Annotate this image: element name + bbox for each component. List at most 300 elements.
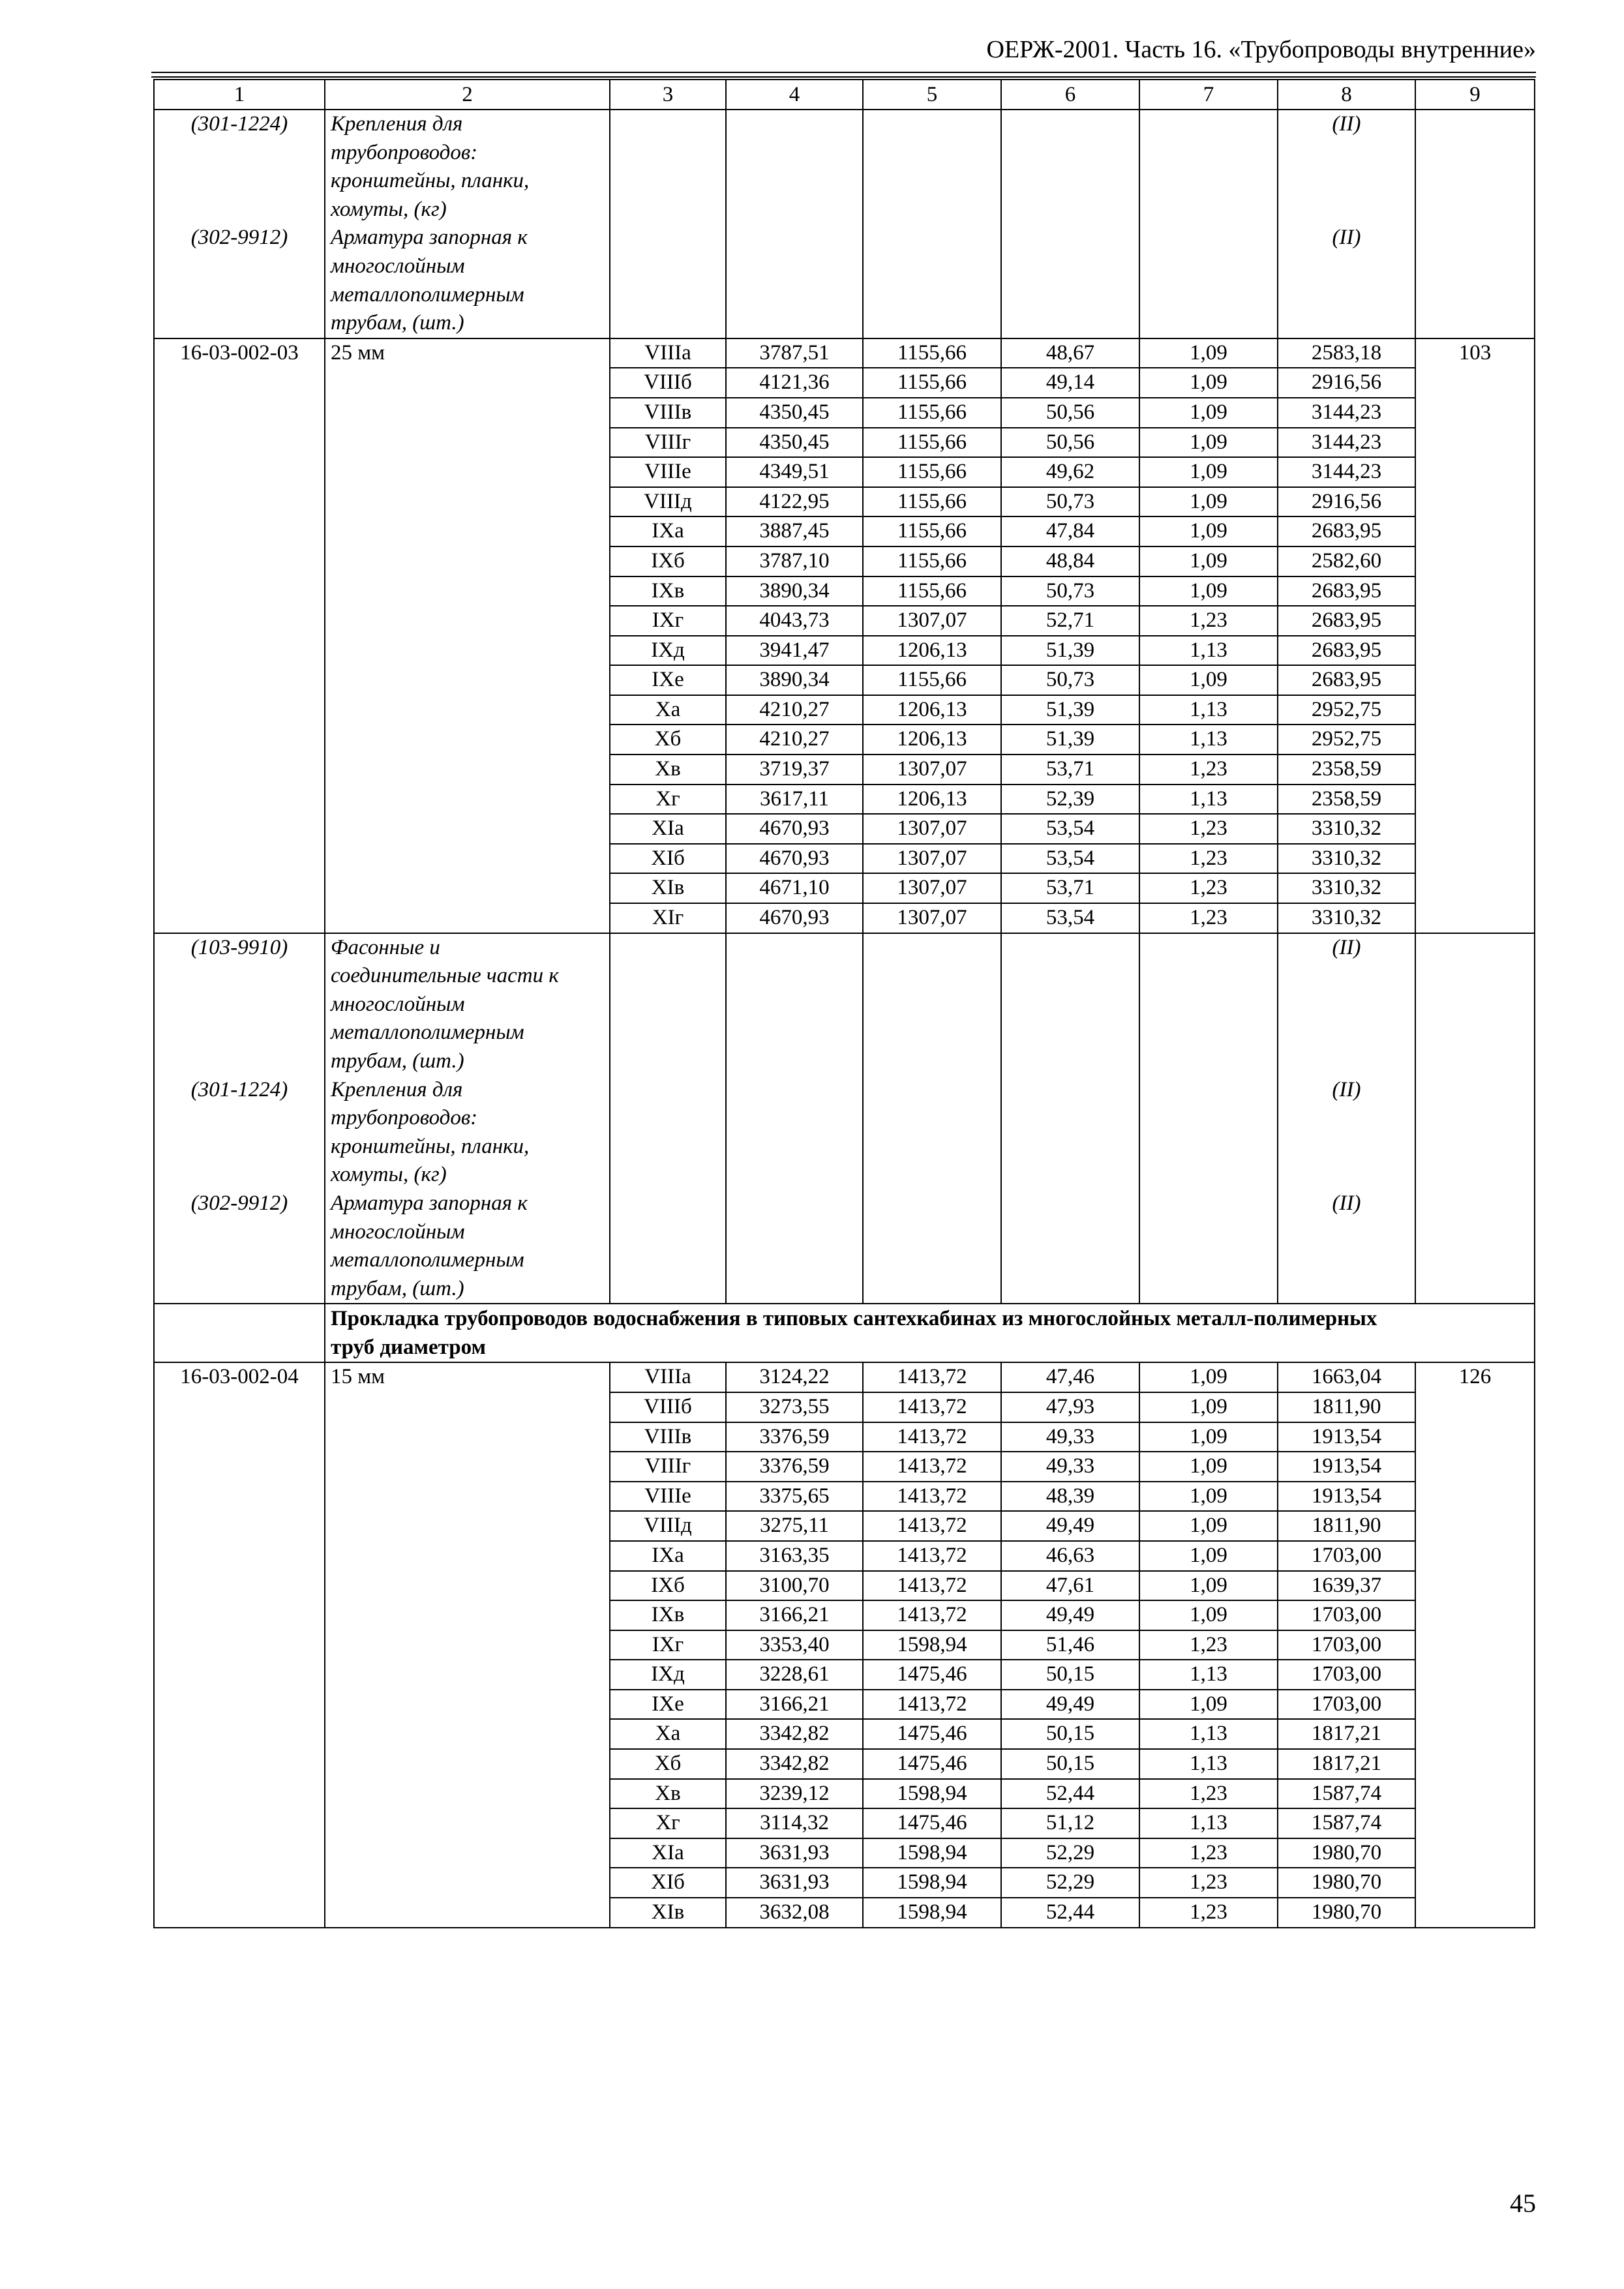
resource-mark: (II) — [1278, 224, 1415, 338]
empty-cell — [726, 110, 863, 224]
value-cell: 1,09 — [1139, 1571, 1278, 1601]
value-cell: 4670,93 — [726, 814, 863, 844]
value-cell: 3273,55 — [726, 1392, 863, 1422]
value-cell: 1155,66 — [863, 487, 1001, 517]
zone-cell: VIIIб — [610, 1392, 726, 1422]
value-cell: 1155,66 — [863, 457, 1001, 487]
zone-cell: IXб — [610, 546, 726, 576]
empty-cell — [1415, 1189, 1535, 1304]
resource-name-line: многослойным — [331, 1219, 465, 1244]
empty-cell — [1139, 224, 1278, 338]
resource-name-line: кронштейны, планки, — [331, 1134, 530, 1158]
value-cell: 1155,66 — [863, 398, 1001, 428]
value-cell: 4210,27 — [726, 695, 863, 725]
rate-col9: 103 — [1415, 338, 1535, 933]
value-cell: 1413,72 — [863, 1541, 1001, 1571]
column-number: 5 — [863, 80, 1001, 110]
value-cell: 1,23 — [1139, 755, 1278, 785]
resource-name-line: металлополимерным — [331, 1021, 524, 1045]
zone-cell: Xб — [610, 725, 726, 755]
value-cell: 1155,66 — [863, 516, 1001, 546]
value-cell: 3114,32 — [726, 1808, 863, 1838]
value-cell: 2683,95 — [1278, 576, 1415, 606]
empty-cell — [1139, 1189, 1278, 1304]
value-cell: 1155,66 — [863, 665, 1001, 695]
value-cell: 1,13 — [1139, 636, 1278, 666]
value-cell: 1,09 — [1139, 1452, 1278, 1482]
value-cell: 1475,46 — [863, 1660, 1001, 1690]
value-cell: 1980,70 — [1278, 1838, 1415, 1868]
resource-row — [154, 1189, 1535, 1304]
zone-cell: VIIIв — [610, 398, 726, 428]
section-heading-row — [154, 1304, 1535, 1362]
resource-code: (103-9910) — [154, 933, 325, 1076]
resource-code: (301-1224) — [154, 110, 325, 224]
resource-name-line: трубопроводов: — [331, 140, 478, 164]
column-number: 4 — [726, 80, 863, 110]
resource-name-line: Арматура запорная к — [331, 226, 528, 250]
value-cell: 1413,72 — [863, 1511, 1001, 1541]
value-cell: 3376,59 — [726, 1422, 863, 1452]
empty-cell — [863, 1076, 1001, 1189]
column-number: 8 — [1278, 80, 1415, 110]
section-heading — [325, 1304, 1535, 1362]
zone-cell: Xг — [610, 1808, 726, 1838]
value-cell: 1,23 — [1139, 873, 1278, 903]
value-cell: 1,13 — [1139, 725, 1278, 755]
zone-cell: XIб — [610, 1868, 726, 1898]
column-number: 3 — [610, 80, 726, 110]
value-cell: 51,39 — [1001, 725, 1139, 755]
value-cell: 1,13 — [1139, 1808, 1278, 1838]
empty-cell — [726, 933, 863, 1076]
value-cell: 1,09 — [1139, 398, 1278, 428]
value-cell: 3310,32 — [1278, 903, 1415, 933]
value-cell: 2683,95 — [1278, 665, 1415, 695]
empty-cell — [610, 110, 726, 224]
value-cell: 1,23 — [1139, 1779, 1278, 1809]
value-cell: 1206,13 — [863, 695, 1001, 725]
zone-cell: IXв — [610, 1600, 726, 1630]
value-cell: 2683,95 — [1278, 636, 1415, 666]
value-cell: 1307,07 — [863, 755, 1001, 785]
value-cell: 1,23 — [1139, 1630, 1278, 1660]
resource-code: (301-1224) — [154, 1076, 325, 1189]
value-cell: 2952,75 — [1278, 695, 1415, 725]
resource-row — [154, 1076, 1535, 1189]
value-cell: 3163,35 — [726, 1541, 863, 1571]
resource-name-line: соединительные части к — [331, 964, 559, 988]
value-cell: 1,09 — [1139, 1362, 1278, 1392]
value-cell: 48,39 — [1001, 1482, 1139, 1512]
value-cell: 47,61 — [1001, 1571, 1139, 1601]
value-cell: 3941,47 — [726, 636, 863, 666]
value-cell: 1,13 — [1139, 1719, 1278, 1749]
resource-code: (302-9912) — [154, 224, 325, 338]
value-cell: 1,09 — [1139, 338, 1278, 368]
zone-cell: XIв — [610, 873, 726, 903]
value-cell: 2683,95 — [1278, 606, 1415, 636]
value-cell: 1307,07 — [863, 873, 1001, 903]
column-number: 2 — [325, 80, 610, 110]
value-cell: 4350,45 — [726, 428, 863, 458]
section-heading-line: труб диаметром — [331, 1336, 486, 1360]
value-cell: 53,71 — [1001, 755, 1139, 785]
value-cell: 1598,94 — [863, 1779, 1001, 1809]
value-cell: 3310,32 — [1278, 844, 1415, 874]
value-cell: 1413,72 — [863, 1452, 1001, 1482]
resource-name-line: Фасонные и — [331, 935, 440, 959]
empty-cell — [726, 1189, 863, 1304]
zone-cell: IXд — [610, 1660, 726, 1690]
zone-cell: IXб — [610, 1571, 726, 1601]
value-cell: 1598,94 — [863, 1838, 1001, 1868]
value-cell: 4671,10 — [726, 873, 863, 903]
zone-cell: Xа — [610, 1719, 726, 1749]
value-cell: 53,71 — [1001, 873, 1139, 903]
zone-cell: IXа — [610, 1541, 726, 1571]
zone-cell: IXа — [610, 516, 726, 546]
column-number: 1 — [154, 80, 325, 110]
table-row — [154, 1362, 1535, 1392]
value-cell: 3124,22 — [726, 1362, 863, 1392]
value-cell: 1,09 — [1139, 516, 1278, 546]
zone-cell: Xг — [610, 785, 726, 815]
value-cell: 3310,32 — [1278, 873, 1415, 903]
value-cell: 1587,74 — [1278, 1779, 1415, 1809]
resource-name-line: трубам, (шт.) — [331, 1049, 464, 1073]
value-cell: 48,84 — [1001, 546, 1139, 576]
value-cell: 3719,37 — [726, 755, 863, 785]
value-cell: 3166,21 — [726, 1600, 863, 1630]
empty-cell — [1001, 1076, 1139, 1189]
resource-mark: (II) — [1278, 933, 1415, 1076]
value-cell: 50,73 — [1001, 487, 1139, 517]
zone-cell: VIIIг — [610, 1452, 726, 1482]
value-cell: 52,44 — [1001, 1898, 1139, 1928]
value-cell: 3631,93 — [726, 1838, 863, 1868]
value-cell: 3887,45 — [726, 516, 863, 546]
value-cell: 53,54 — [1001, 903, 1139, 933]
value-cell: 1307,07 — [863, 814, 1001, 844]
empty-cell — [610, 933, 726, 1076]
value-cell: 1817,21 — [1278, 1749, 1415, 1779]
resource-name-line: трубам, (шт.) — [331, 1276, 464, 1300]
resource-name-line: кронштейны, планки, — [331, 169, 530, 193]
empty-cell — [1001, 110, 1139, 224]
value-cell: 3144,23 — [1278, 428, 1415, 458]
value-cell: 1663,04 — [1278, 1362, 1415, 1392]
zone-cell: IXе — [610, 1690, 726, 1720]
value-cell: 1980,70 — [1278, 1868, 1415, 1898]
value-cell: 1598,94 — [863, 1868, 1001, 1898]
table-body — [154, 80, 1535, 1928]
value-cell: 52,29 — [1001, 1838, 1139, 1868]
table-row — [154, 338, 1535, 368]
value-cell: 51,46 — [1001, 1630, 1139, 1660]
value-cell: 3166,21 — [726, 1690, 863, 1720]
empty-cell — [1001, 933, 1139, 1076]
value-cell: 1,23 — [1139, 844, 1278, 874]
value-cell: 47,84 — [1001, 516, 1139, 546]
resource-name-line: трубопроводов: — [331, 1106, 478, 1130]
empty-cell — [863, 933, 1001, 1076]
value-cell: 47,46 — [1001, 1362, 1139, 1392]
value-cell: 1,09 — [1139, 457, 1278, 487]
value-cell: 3144,23 — [1278, 398, 1415, 428]
value-cell: 1598,94 — [863, 1898, 1001, 1928]
zone-cell: VIIIа — [610, 1362, 726, 1392]
zone-cell: VIIIг — [610, 428, 726, 458]
value-cell: 1703,00 — [1278, 1541, 1415, 1571]
value-cell: 48,67 — [1001, 338, 1139, 368]
value-cell: 1,09 — [1139, 1600, 1278, 1630]
value-cell: 52,71 — [1001, 606, 1139, 636]
value-cell: 4349,51 — [726, 457, 863, 487]
value-cell: 1475,46 — [863, 1749, 1001, 1779]
resource-name-line: Крепления для — [331, 112, 463, 136]
value-cell: 50,73 — [1001, 576, 1139, 606]
empty-cell — [1139, 110, 1278, 224]
value-cell: 3787,10 — [726, 546, 863, 576]
zone-cell: XIб — [610, 844, 726, 874]
zone-cell: Xв — [610, 1779, 726, 1809]
zone-cell: VIIIб — [610, 368, 726, 398]
value-cell: 1206,13 — [863, 636, 1001, 666]
value-cell: 49,33 — [1001, 1452, 1139, 1482]
empty-cell — [1415, 224, 1535, 338]
value-cell: 3310,32 — [1278, 814, 1415, 844]
resource-name — [325, 933, 610, 1076]
value-cell: 2916,56 — [1278, 487, 1415, 517]
value-cell: 1,09 — [1139, 1541, 1278, 1571]
value-cell: 1413,72 — [863, 1571, 1001, 1601]
header-rule — [151, 76, 1536, 78]
value-cell: 52,29 — [1001, 1868, 1139, 1898]
zone-cell: VIIIе — [610, 457, 726, 487]
value-cell: 1206,13 — [863, 725, 1001, 755]
value-cell: 1,23 — [1139, 1838, 1278, 1868]
value-cell: 2358,59 — [1278, 785, 1415, 815]
value-cell: 1155,66 — [863, 338, 1001, 368]
rate-name: 15 мм — [325, 1362, 610, 1927]
section-heading-line: Прокладка трубопроводов водоснабжения в типовых сантехкабинах из многослойных металл-полимерных — [331, 1307, 1377, 1331]
resource-mark: (II) — [1278, 1076, 1415, 1189]
empty-cell — [154, 1304, 325, 1362]
resource-name — [325, 224, 610, 338]
value-cell: 3239,12 — [726, 1779, 863, 1809]
empty-cell — [726, 224, 863, 338]
value-cell: 51,39 — [1001, 636, 1139, 666]
value-cell: 1,13 — [1139, 695, 1278, 725]
value-cell: 3375,65 — [726, 1482, 863, 1512]
empty-cell — [1139, 1076, 1278, 1189]
value-cell: 1,09 — [1139, 1422, 1278, 1452]
value-cell: 49,14 — [1001, 368, 1139, 398]
value-cell: 1,13 — [1139, 1660, 1278, 1690]
resource-code: (302-9912) — [154, 1189, 325, 1304]
value-cell: 1155,66 — [863, 368, 1001, 398]
resource-mark: (II) — [1278, 1189, 1415, 1304]
value-cell: 3787,51 — [726, 338, 863, 368]
value-cell: 50,56 — [1001, 428, 1139, 458]
value-cell: 50,15 — [1001, 1719, 1139, 1749]
value-cell: 1,23 — [1139, 814, 1278, 844]
value-cell: 3617,11 — [726, 785, 863, 815]
resource-row — [154, 224, 1535, 338]
value-cell: 1980,70 — [1278, 1898, 1415, 1928]
value-cell: 2583,18 — [1278, 338, 1415, 368]
value-cell: 1703,00 — [1278, 1660, 1415, 1690]
value-cell: 1307,07 — [863, 844, 1001, 874]
value-cell: 1,09 — [1139, 368, 1278, 398]
page-number: 45 — [1510, 2189, 1536, 2218]
zone-cell: IXв — [610, 576, 726, 606]
value-cell: 49,49 — [1001, 1511, 1139, 1541]
value-cell: 4670,93 — [726, 903, 863, 933]
value-cell: 4122,95 — [726, 487, 863, 517]
empty-cell — [863, 1189, 1001, 1304]
value-cell: 1,09 — [1139, 1690, 1278, 1720]
value-cell: 1475,46 — [863, 1719, 1001, 1749]
value-cell: 1,23 — [1139, 903, 1278, 933]
resource-name-line: металлополимерным — [331, 1248, 524, 1272]
value-cell: 1413,72 — [863, 1362, 1001, 1392]
value-cell: 2916,56 — [1278, 368, 1415, 398]
column-number: 6 — [1001, 80, 1139, 110]
value-cell: 50,15 — [1001, 1660, 1139, 1690]
zone-cell: VIIIд — [610, 1511, 726, 1541]
value-cell: 1,09 — [1139, 1392, 1278, 1422]
zone-cell: Xб — [610, 1749, 726, 1779]
empty-cell — [1001, 1189, 1139, 1304]
resource-row — [154, 933, 1535, 1076]
rate-code: 16-03-002-04 — [154, 1362, 325, 1927]
value-cell: 1,23 — [1139, 1868, 1278, 1898]
column-number-row — [154, 80, 1535, 110]
value-cell: 1,09 — [1139, 487, 1278, 517]
value-cell: 1,09 — [1139, 576, 1278, 606]
value-cell: 4043,73 — [726, 606, 863, 636]
resource-name-line: трубам, (шт.) — [331, 311, 464, 335]
header-rule — [151, 72, 1536, 73]
value-cell: 1,23 — [1139, 1898, 1278, 1928]
value-cell: 52,44 — [1001, 1779, 1139, 1809]
value-cell: 49,62 — [1001, 457, 1139, 487]
value-cell: 3275,11 — [726, 1511, 863, 1541]
value-cell: 4670,93 — [726, 844, 863, 874]
resource-mark: (II) — [1278, 110, 1415, 224]
value-cell: 47,93 — [1001, 1392, 1139, 1422]
value-cell: 3631,93 — [726, 1868, 863, 1898]
zone-cell: XIа — [610, 814, 726, 844]
resource-row — [154, 110, 1535, 224]
resource-name-line: металлополимерным — [331, 282, 524, 307]
value-cell: 1413,72 — [863, 1600, 1001, 1630]
value-cell: 49,33 — [1001, 1422, 1139, 1452]
rate-name: 25 мм — [325, 338, 610, 933]
value-cell: 1,09 — [1139, 428, 1278, 458]
zone-cell: XIа — [610, 1838, 726, 1868]
column-number: 7 — [1139, 80, 1278, 110]
value-cell: 51,12 — [1001, 1808, 1139, 1838]
value-cell: 3144,23 — [1278, 457, 1415, 487]
value-cell: 1413,72 — [863, 1482, 1001, 1512]
zone-cell: IXг — [610, 606, 726, 636]
resource-name-line: хомуты, (кг) — [331, 197, 447, 221]
resource-name — [325, 110, 610, 224]
value-cell: 53,54 — [1001, 814, 1139, 844]
value-cell: 1155,66 — [863, 576, 1001, 606]
value-cell: 1,09 — [1139, 1511, 1278, 1541]
value-cell: 53,54 — [1001, 844, 1139, 874]
zone-cell: IXг — [610, 1630, 726, 1660]
value-cell: 4210,27 — [726, 725, 863, 755]
rate-col9: 126 — [1415, 1362, 1535, 1927]
value-cell: 2582,60 — [1278, 546, 1415, 576]
value-cell: 1817,21 — [1278, 1719, 1415, 1749]
page-header: ОЕРЖ-2001. Часть 16. «Трубопроводы внутренние» — [986, 36, 1536, 63]
empty-cell — [1001, 224, 1139, 338]
value-cell: 52,39 — [1001, 785, 1139, 815]
value-cell: 1703,00 — [1278, 1630, 1415, 1660]
resource-name-line: многослойным — [331, 992, 465, 1016]
value-cell: 3228,61 — [726, 1660, 863, 1690]
value-cell: 1413,72 — [863, 1392, 1001, 1422]
value-cell: 1598,94 — [863, 1630, 1001, 1660]
zone-cell: VIIIе — [610, 1482, 726, 1512]
value-cell: 1,13 — [1139, 785, 1278, 815]
value-cell: 50,73 — [1001, 665, 1139, 695]
empty-cell — [1415, 110, 1535, 224]
value-cell: 1,09 — [1139, 665, 1278, 695]
empty-cell — [610, 1189, 726, 1304]
value-cell: 1587,74 — [1278, 1808, 1415, 1838]
value-cell: 50,15 — [1001, 1749, 1139, 1779]
value-cell: 3890,34 — [726, 576, 863, 606]
zone-cell: VIIIв — [610, 1422, 726, 1452]
value-cell: 50,56 — [1001, 398, 1139, 428]
value-cell: 4121,36 — [726, 368, 863, 398]
value-cell: 49,49 — [1001, 1600, 1139, 1630]
value-cell: 1,23 — [1139, 606, 1278, 636]
value-cell: 3632,08 — [726, 1898, 863, 1928]
value-cell: 1913,54 — [1278, 1422, 1415, 1452]
value-cell: 4350,45 — [726, 398, 863, 428]
value-cell: 3342,82 — [726, 1749, 863, 1779]
resource-name-line: Крепления для — [331, 1077, 463, 1101]
value-cell: 1913,54 — [1278, 1452, 1415, 1482]
value-cell: 1703,00 — [1278, 1600, 1415, 1630]
zone-cell: VIIIд — [610, 487, 726, 517]
value-cell: 1639,37 — [1278, 1571, 1415, 1601]
zone-cell: IXд — [610, 636, 726, 666]
empty-cell — [1139, 933, 1278, 1076]
value-cell: 1307,07 — [863, 606, 1001, 636]
resource-name-line: Арматура запорная к — [331, 1191, 528, 1215]
value-cell: 1,09 — [1139, 1482, 1278, 1512]
value-cell: 1206,13 — [863, 785, 1001, 815]
resource-name-line: многослойным — [331, 254, 465, 278]
empty-cell — [726, 1076, 863, 1189]
value-cell: 1155,66 — [863, 428, 1001, 458]
value-cell: 1,13 — [1139, 1749, 1278, 1779]
empty-cell — [610, 1076, 726, 1189]
resource-name — [325, 1076, 610, 1189]
value-cell: 1811,90 — [1278, 1511, 1415, 1541]
zone-cell: XIг — [610, 903, 726, 933]
value-cell: 1,09 — [1139, 546, 1278, 576]
